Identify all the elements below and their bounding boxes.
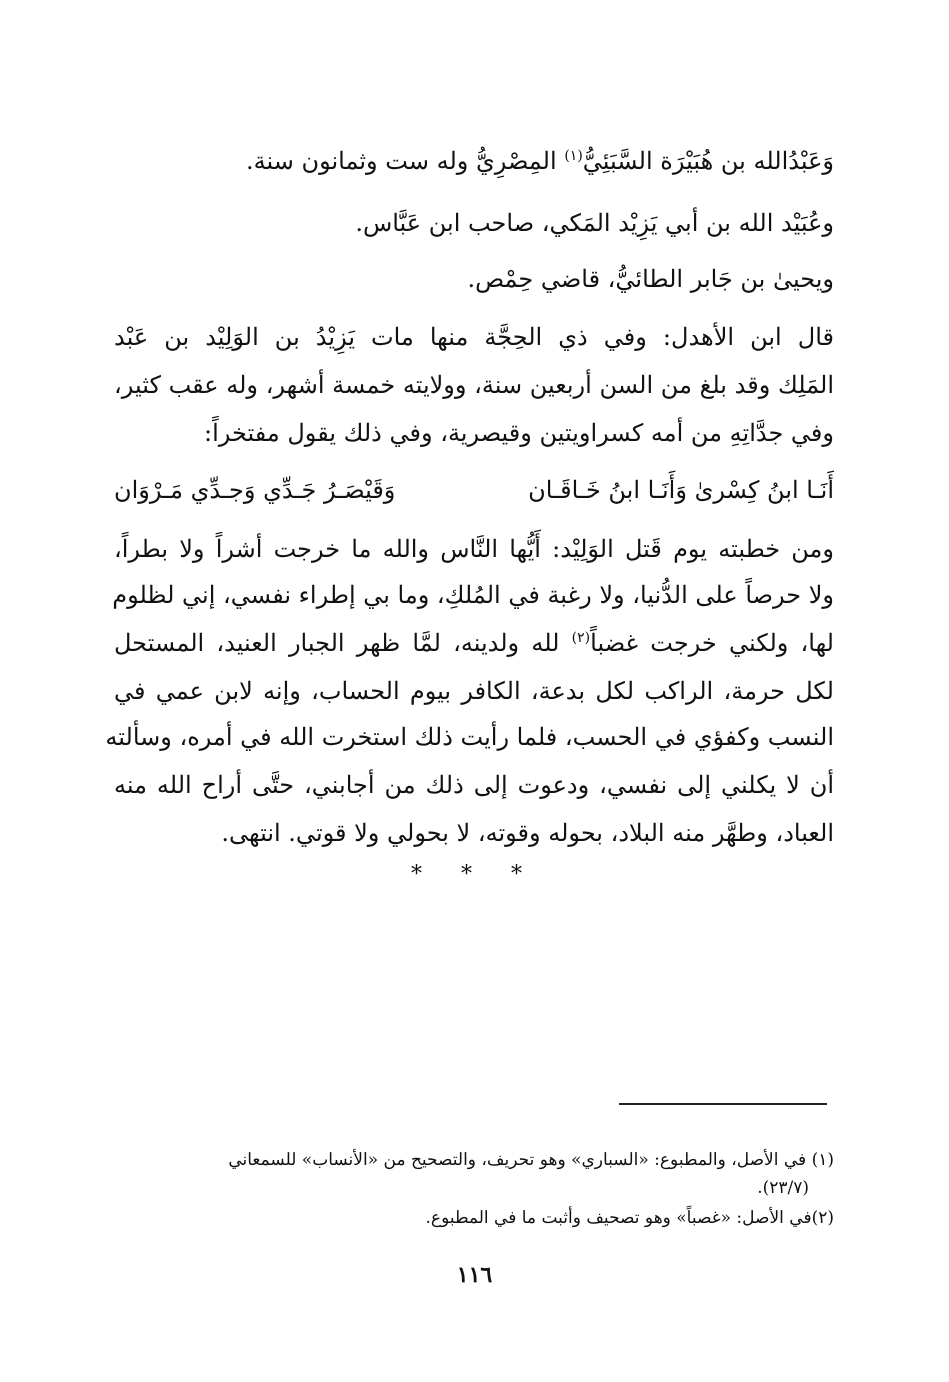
paragraph-2-line-3 [114, 628, 834, 658]
page-number: ١١٦ [456, 1262, 493, 1288]
paragraph-2-line-1: ومن خطبته يوم قَتل الوَلِيْد: أَيُّها النَّاس والله ما خرجت أشراً ولا بطراً، [114, 535, 834, 563]
paragraph-2-line-2: ولا حرصاً على الدُّنيا، ولا رغبة في المُلكِ، وما بي إطراء نفسي، إني لظلوم [112, 581, 834, 609]
intro-line-3: ويحيىٰ بن جَابر الطائيُّ، قاضي حِمْص. [467, 265, 834, 293]
paragraph-2-line-3-start: لها، ولكني خرجت غضباً [590, 629, 834, 657]
intro-line-1-name: وَعَبْدُالله بن هُبَيْرَة السَّبَئِيُّ [582, 147, 834, 175]
paragraph-2-line-3-end: لله ولدينه، لمَّا ظهر الجبار العنيد، المستحل [114, 629, 560, 657]
paragraph-1-line-1: قال ابن الأهدل: وفي ذي الحِجَّة منها مات يَزِيْدُ بن الوَلِيْد بن عَبْد [114, 323, 834, 351]
paragraph-2-line-5: النسب وكفؤي في الحسب، فلما رأيت ذلك استخرت الله في أمره، وسألته [105, 723, 834, 751]
paragraph-1-line-3: وفي جدَّاتِهِ من أمه كسراويتين وقيصرية، وفي ذلك يقول مفتخراً: [204, 419, 834, 447]
footnote-ref-1: (١) [564, 148, 583, 164]
footnote-2: (٢)في الأصل: «غصباً» وهو تصحيف وأثبت ما في المطبوع. [425, 1208, 834, 1228]
paragraph-1-line-2: المَلِك وقد بلغ من السن أربعين سنة، وولايته خمسة أشهر، وله عقب كثير، [114, 371, 834, 399]
verse-second-hemistich: وَقَيْصَـرُ جَـدِّي وَجـدِّي مَـرْوَان [114, 476, 396, 504]
paragraph-2-line-6: أن لا يكلني إلى نفسي، ودعوت إلى ذلك من أجابني، حتَّى أراح الله منه [114, 771, 834, 799]
footnote-ref-2: (٢) [571, 630, 591, 646]
footnote-1-line-1: (١) في الأصل، والمطبوع: «السباري» وهو تحريف، والتصحيح من «الأنساب» للسمعاني [228, 1150, 834, 1170]
intro-line-2: وعُبَيْد الله بن أبي يَزِيْد المَكي، صاحب ابن عَبَّاس. [355, 209, 834, 237]
paragraph-2-line-4: لكل حرمة، الراكب لكل بدعة، الكافر بيوم الحساب، وإنه لابن عمي في [114, 677, 834, 705]
verse-first-hemistich: أَنَـا ابنُ كِسْرىٰ وَأَنَـا ابنُ خَـاقَـان [528, 476, 834, 504]
footnote-1-line-2: (٢٣/٧). [757, 1178, 809, 1198]
section-separator: * * * [411, 862, 538, 887]
intro-line-1 [114, 146, 834, 176]
paragraph-2-line-7: العباد، وطهَّر منه البلاد، بحوله وقوته، لا بحولي ولا قوتي. انتهى. [221, 819, 834, 847]
footnote-divider [619, 1103, 827, 1105]
poetry-verse [114, 474, 834, 506]
intro-line-1-rest: المِصْرِيُّ وله ست وثمانون سنة. [246, 147, 557, 175]
